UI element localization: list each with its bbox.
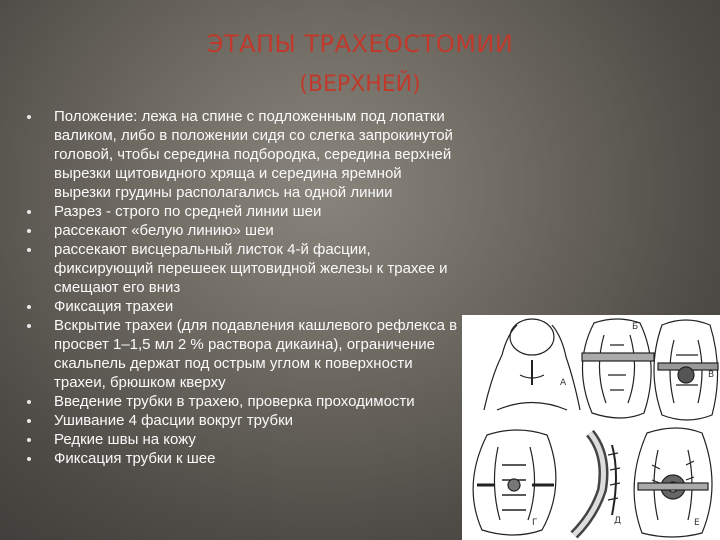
bullet-text: Редкие швы на кожу [54, 431, 196, 448]
bullet-item [27, 221, 517, 240]
panel-label-a: А [560, 378, 567, 388]
tracheostomy-illustration [462, 315, 720, 540]
panel-label-e: Е [694, 518, 700, 528]
bullet-text: Фиксация трубки к шее [54, 450, 216, 467]
bullet-item [27, 449, 517, 468]
bullet-text: Вскрытие трахеи (для подавления кашлевого рефлекса в просвет 1–1,5 мл 2 % раствора дикаина), ограничение скальпель держат под острым углом к поверхности трахеи, брюшком кверху [54, 317, 458, 391]
panel-label-v: В [708, 370, 715, 380]
bullet-list [27, 107, 517, 468]
bullet-item [27, 240, 517, 297]
panel-a-neck-icon [484, 319, 580, 410]
panel-label-b: Б [632, 322, 639, 332]
bullet-text: Разрез - строго по средней линии шеи [54, 203, 322, 220]
panel-label-d: Д [614, 516, 622, 526]
bullet-item [27, 430, 517, 449]
panel-b-incision-icon [582, 319, 654, 418]
bullet-text: рассекают висцеральный листок 4-й фасции, фиксирующий перешеек щитовидной железы к трахее и смещают его вниз [54, 241, 448, 296]
bullet-text: Фиксация трахеи [54, 298, 174, 315]
bullet-text: Положение: лежа на спине с подложенным под лопатки валиком, либо в положении сидя со слегка запрокинутой головой, чтобы середина подбородка, середина верхней вырезки щитовидного хряща и середина яремной вырезки грудины располагались на одной линии [54, 108, 453, 201]
panel-e-fixation-icon [634, 428, 712, 537]
bullet-text: Введение трубки в трахею, проверка проходимости [54, 393, 415, 410]
bullet-item [27, 316, 517, 392]
bullet-item [27, 297, 517, 316]
bullet-item [27, 107, 517, 202]
bullet-item [27, 202, 517, 221]
slide-subtitle: (ВЕРХНЕЙ) [299, 72, 421, 97]
panel-label-g: Г [532, 518, 538, 528]
bullet-item [27, 411, 517, 430]
bullet-text: рассекают «белую линию» шеи [54, 222, 274, 239]
tracheostomy-drawing [462, 315, 720, 540]
bullet-item [27, 392, 517, 411]
slide-title: ЭТАПЫ ТРАХЕОСТОМИИ [206, 30, 514, 58]
bullet-text: Ушивание 4 фасции вокруг трубки [54, 412, 294, 429]
panel-g-tube-insertion-icon [473, 430, 556, 535]
